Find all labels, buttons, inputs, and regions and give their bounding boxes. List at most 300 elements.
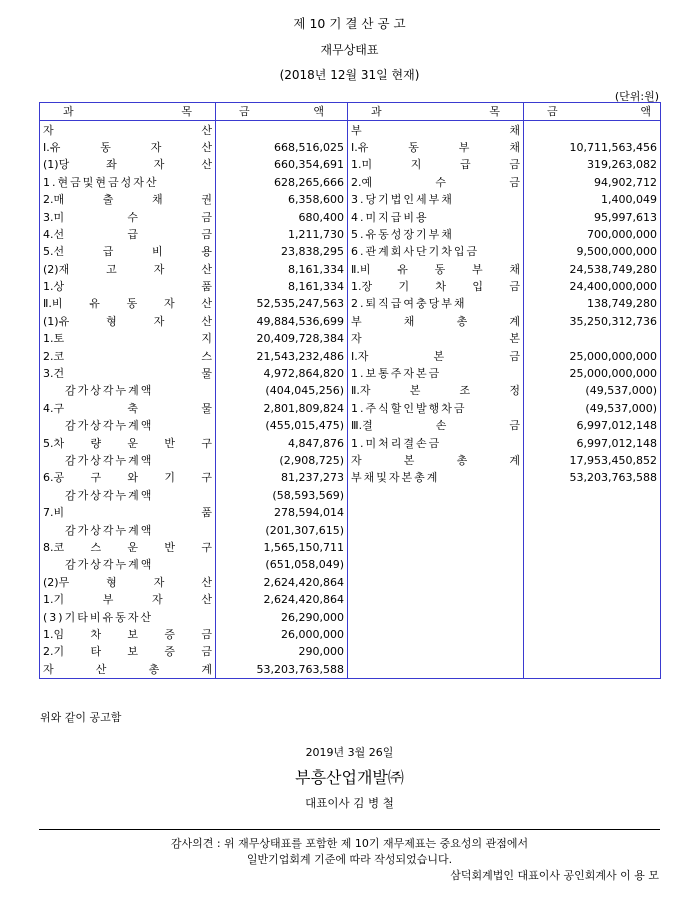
- account-label: 금: [201, 627, 212, 641]
- account-label: 본: [409, 384, 421, 398]
- account-label: 1.임: [43, 627, 65, 641]
- liability-amount-cell: [524, 643, 661, 660]
- account-label: (2)무: [43, 575, 70, 589]
- liability-account-cell: [348, 365, 524, 382]
- account-label: 비: [152, 245, 163, 259]
- liability-amount-cell: 24,538,749,280: [569, 262, 657, 276]
- table-row: [40, 539, 661, 556]
- account-label: 구: [201, 540, 212, 554]
- account-label: 스: [90, 540, 102, 554]
- asset-account-cell: [40, 608, 216, 625]
- asset-account-cell: [40, 243, 216, 260]
- table-row: [40, 208, 661, 225]
- account-label: 물: [201, 401, 212, 415]
- liability-account-cell: [348, 661, 524, 679]
- table-row: [40, 556, 661, 573]
- account-label: 산: [201, 140, 212, 154]
- account-label: 용: [201, 245, 212, 259]
- as-of-date: (2018년 12월 31일 현재): [279, 68, 420, 82]
- liability-account-cell: [348, 208, 524, 225]
- liability-account-cell: [348, 330, 524, 347]
- account-label: 산: [95, 662, 107, 676]
- account-label: Ⅱ.비: [43, 297, 63, 311]
- account-label: Ⅱ.자: [351, 384, 371, 398]
- asset-amount-cell: (2,908,725): [216, 452, 348, 469]
- account-label: 반: [164, 436, 176, 450]
- table-row: [40, 574, 661, 591]
- asset-account-cell: [40, 487, 216, 504]
- account-label: 계: [509, 314, 520, 328]
- table-row: [40, 626, 661, 643]
- table-row: [40, 434, 661, 451]
- asset-account-cell: [40, 556, 216, 573]
- account-label: 반: [164, 540, 176, 554]
- asset-account-cell: [40, 417, 216, 434]
- account-label: 축: [127, 401, 139, 415]
- header-account-left: 과 목: [40, 103, 216, 121]
- asset-account-cell: [40, 174, 216, 191]
- account-label: 물: [201, 367, 212, 381]
- account-label: 금: [509, 175, 520, 189]
- account-label: 채: [509, 123, 520, 137]
- asset-amount-cell: 290,000: [216, 643, 348, 660]
- asset-account-cell: [40, 591, 216, 608]
- account-label: 기: [398, 280, 410, 294]
- account-label: (3)기타비유동자산: [43, 610, 153, 624]
- table-row: [40, 174, 661, 191]
- account-label: 감가상각누계액: [65, 488, 154, 502]
- account-label: 자: [351, 454, 362, 467]
- liability-account-cell: [348, 382, 524, 399]
- asset-account-cell: [40, 382, 216, 399]
- account-label: 5.유동성장기부채: [351, 227, 454, 241]
- asset-amount-cell: 23,838,295: [216, 243, 348, 260]
- asset-account-cell: [40, 434, 216, 451]
- table-row: [40, 591, 661, 608]
- asset-account-cell: [40, 539, 216, 556]
- account-label: 스: [201, 349, 212, 363]
- liability-account-cell: [348, 539, 524, 556]
- liability-amount-cell: [524, 521, 661, 538]
- liability-amount-cell: 6,997,012,148: [576, 419, 657, 433]
- asset-amount-cell: 81,237,273: [216, 469, 348, 486]
- account-label: 금: [509, 158, 520, 172]
- account-label: 형: [106, 575, 117, 589]
- asset-amount-cell: 20,409,728,384: [216, 330, 348, 347]
- account-label: 부: [102, 593, 114, 607]
- account-label: 3.미: [43, 210, 65, 224]
- table-row: [40, 278, 661, 295]
- account-label: 산: [201, 314, 212, 328]
- asset-amount-cell: 21,543,232,486: [216, 347, 348, 364]
- account-label: 조: [459, 384, 471, 398]
- account-label: 증: [164, 645, 176, 659]
- account-label: 손: [435, 419, 447, 433]
- asset-account-cell: [40, 400, 216, 417]
- account-label: 지: [410, 158, 422, 172]
- liability-amount-cell: 9,500,000,000: [576, 245, 657, 259]
- asset-account-cell: [40, 121, 216, 139]
- asset-account-cell: [40, 139, 216, 156]
- account-label: 권: [201, 193, 212, 207]
- table-row: [40, 156, 661, 173]
- liability-account-cell: [348, 591, 524, 608]
- account-label: 1.토: [43, 332, 65, 346]
- liability-amount-cell: [524, 487, 661, 504]
- table-row: [40, 661, 661, 679]
- account-label: 자: [150, 140, 162, 154]
- account-label: 6.공: [43, 471, 65, 485]
- account-label: 자: [351, 332, 362, 346]
- liability-amount-cell: 25,000,000,000: [569, 367, 657, 381]
- liability-account-cell: [348, 156, 524, 173]
- account-label: 7.비: [43, 506, 65, 520]
- account-label: 품: [201, 506, 212, 520]
- liability-amount-cell: 25,000,000,000: [569, 349, 657, 363]
- header-account-right: 과 목: [348, 103, 524, 121]
- liability-account-cell: [348, 174, 524, 191]
- account-label: 동: [434, 262, 446, 276]
- account-label: 본: [433, 349, 445, 363]
- asset-amount-cell: (455,015,475): [216, 417, 348, 434]
- account-label: 감가상각누계액: [65, 558, 154, 572]
- table-body: [40, 121, 661, 679]
- account-label: 1.미처리결손금: [351, 436, 442, 450]
- table-row: [40, 417, 661, 434]
- table-row: [40, 382, 661, 399]
- liability-account-cell: [348, 313, 524, 330]
- liability-amount-cell: 1,400,049: [601, 193, 657, 207]
- liability-amount-cell: [524, 121, 661, 139]
- table-row: [40, 121, 661, 139]
- account-label: Ⅰ.유: [351, 140, 369, 154]
- account-label: 자: [43, 123, 54, 137]
- account-label: Ⅰ.자: [351, 349, 369, 363]
- liability-amount-cell: [524, 626, 661, 643]
- account-label: (1)당: [43, 158, 70, 172]
- liability-amount-cell: [524, 661, 661, 679]
- table-row: [40, 365, 661, 382]
- account-label: 산: [201, 262, 212, 276]
- table-row: [40, 330, 661, 347]
- liability-amount-cell: [524, 591, 661, 608]
- asset-amount-cell: 26,000,000: [216, 626, 348, 643]
- liability-amount-cell: 24,400,000,000: [569, 280, 657, 294]
- table-header-row: [40, 103, 661, 121]
- liability-amount-cell: [524, 574, 661, 591]
- account-label: 3.건: [43, 367, 65, 381]
- asset-amount-cell: 8,161,334: [216, 278, 348, 295]
- account-label: 부: [351, 314, 362, 328]
- notice-statement: 위와 같이 공고함: [40, 711, 122, 724]
- liability-account-cell: [348, 574, 524, 591]
- asset-account-cell: [40, 226, 216, 243]
- asset-account-cell: [40, 208, 216, 225]
- account-label: 운: [127, 436, 139, 450]
- account-label: 2.기: [43, 645, 65, 659]
- liability-account-cell: [348, 400, 524, 417]
- liability-account-cell: [348, 469, 524, 486]
- liability-account-cell: [348, 626, 524, 643]
- account-label: (1)유: [43, 314, 70, 328]
- account-label: 금: [201, 645, 212, 659]
- account-label: 동: [408, 140, 419, 154]
- asset-account-cell: [40, 156, 216, 173]
- table-row: [40, 243, 661, 260]
- liability-amount-cell: [524, 608, 661, 625]
- audit-opinion-line-1: 감사의견 : 위 재무상태표를 포함한 제 10기 재무제표는 중요성의 관점에서: [170, 837, 529, 850]
- table-row: [40, 313, 661, 330]
- asset-amount-cell: 2,624,420,864: [216, 574, 348, 591]
- account-label: 타: [90, 645, 102, 659]
- account-label: 감가상각누계액: [65, 384, 154, 398]
- table-row: [40, 226, 661, 243]
- account-label: 량: [90, 436, 102, 450]
- account-label: 자: [153, 314, 165, 328]
- account-label: 본: [403, 454, 415, 467]
- account-label: 급: [127, 227, 139, 241]
- liability-amount-cell: (49,537,000): [585, 384, 657, 398]
- account-label: 구: [201, 436, 212, 450]
- account-label: 수: [127, 210, 139, 224]
- account-label: 자: [153, 262, 165, 276]
- liability-account-cell: [348, 191, 524, 208]
- asset-amount-cell: [216, 121, 348, 139]
- asset-amount-cell: 660,354,691: [216, 156, 348, 173]
- table-row: [40, 469, 661, 486]
- account-label: 총: [456, 314, 468, 328]
- account-label: 부: [458, 140, 470, 154]
- liability-account-cell: [348, 556, 524, 573]
- account-label: 5.차: [43, 436, 65, 450]
- asset-account-cell: [40, 661, 216, 679]
- account-label: 부: [471, 262, 483, 276]
- account-label: 출: [102, 193, 114, 207]
- account-label: 운: [127, 540, 139, 554]
- liability-account-cell: [348, 643, 524, 660]
- account-label: 산: [201, 575, 212, 589]
- asset-amount-cell: 4,847,876: [216, 434, 348, 451]
- liability-amount-cell: 700,000,000: [587, 227, 657, 241]
- asset-amount-cell: 6,358,600: [216, 191, 348, 208]
- liability-amount-cell: 17,953,450,852: [569, 454, 657, 467]
- account-label: 보: [127, 627, 139, 641]
- account-label: (2)재: [43, 262, 70, 276]
- liability-account-cell: [348, 261, 524, 278]
- account-label: 산: [201, 123, 212, 137]
- account-label: 4.선: [43, 227, 65, 241]
- account-label: 정: [509, 384, 520, 398]
- account-label: 형: [106, 314, 117, 328]
- liability-amount-cell: 94,902,712: [594, 175, 657, 189]
- liability-amount-cell: [524, 539, 661, 556]
- table-row: [40, 347, 661, 364]
- asset-amount-cell: (404,045,256): [216, 382, 348, 399]
- account-label: 1.보통주자본금: [351, 367, 442, 381]
- account-label: 좌: [106, 158, 117, 172]
- liability-account-cell: [348, 347, 524, 364]
- notice-title: 제 10 기 결 산 공 고: [293, 16, 406, 31]
- liability-account-cell: [348, 226, 524, 243]
- account-label: 계: [201, 662, 212, 676]
- asset-amount-cell: 680,400: [216, 208, 348, 225]
- account-label: 2.퇴직급여충당부채: [351, 297, 467, 311]
- account-label: Ⅲ.결: [351, 419, 373, 433]
- account-label: 입: [472, 280, 484, 294]
- account-label: 1.미: [351, 158, 373, 172]
- asset-amount-cell: 52,535,247,563: [216, 295, 348, 312]
- liability-amount-cell: 53,203,763,588: [569, 471, 657, 485]
- account-label: 계: [509, 454, 520, 467]
- asset-account-cell: [40, 330, 216, 347]
- asset-account-cell: [40, 626, 216, 643]
- liability-account-cell: [348, 417, 524, 434]
- statement-title: 재무상태표: [320, 43, 379, 57]
- account-label: 자: [163, 297, 175, 311]
- asset-account-cell: [40, 295, 216, 312]
- account-label: 자: [152, 593, 163, 607]
- table-row: [40, 261, 661, 278]
- account-label: 총: [456, 454, 468, 467]
- account-label: Ⅱ.비: [351, 262, 371, 276]
- table-row: [40, 487, 661, 504]
- liability-amount-cell: [524, 330, 661, 347]
- liability-account-cell: [348, 487, 524, 504]
- liability-account-cell: [348, 295, 524, 312]
- account-label: 1.장: [351, 280, 373, 294]
- asset-account-cell: [40, 191, 216, 208]
- account-label: 자: [153, 575, 165, 589]
- account-label: 산: [201, 593, 212, 607]
- asset-amount-cell: (58,593,569): [216, 487, 348, 504]
- asset-amount-cell: 1,211,730: [216, 226, 348, 243]
- table-row: [40, 295, 661, 312]
- liability-account-cell: [348, 608, 524, 625]
- asset-account-cell: [40, 278, 216, 295]
- account-label: 1.상: [43, 280, 65, 294]
- account-label: 채: [509, 262, 520, 276]
- account-label: 2.코: [43, 349, 65, 363]
- account-label: 증: [164, 627, 176, 641]
- account-label: 기: [164, 471, 176, 485]
- asset-account-cell: [40, 365, 216, 382]
- asset-amount-cell: 49,884,536,699: [216, 313, 348, 330]
- account-label: 부: [351, 123, 362, 137]
- account-label: 금: [201, 227, 212, 241]
- account-label: 2.매: [43, 193, 65, 207]
- account-label: 감가상각누계액: [65, 454, 154, 467]
- asset-amount-cell: 2,801,809,824: [216, 400, 348, 417]
- account-label: 구: [201, 471, 212, 485]
- liability-account-cell: [348, 243, 524, 260]
- liability-amount-cell: 95,997,613: [594, 210, 657, 224]
- account-label: 5.선: [43, 245, 65, 259]
- account-label: 채: [509, 140, 520, 154]
- liability-amount-cell: [524, 556, 661, 573]
- liability-account-cell: [348, 139, 524, 156]
- account-label: 부채및자본총계: [351, 471, 440, 485]
- liability-amount-cell: 35,250,312,736: [569, 314, 657, 328]
- asset-account-cell: [40, 452, 216, 469]
- ceo-name: 대표이사 김 병 철: [305, 796, 394, 810]
- account-label: 3.당기법인세부채: [351, 193, 454, 207]
- balance-sheet-table: [39, 102, 661, 679]
- asset-account-cell: [40, 347, 216, 364]
- liability-amount-cell: [524, 504, 661, 521]
- asset-account-cell: [40, 643, 216, 660]
- asset-amount-cell: 1,565,150,711: [216, 539, 348, 556]
- account-label: 급: [460, 158, 471, 172]
- account-label: 2.예: [351, 175, 373, 189]
- account-label: 1.기: [43, 593, 65, 607]
- asset-amount-cell: 278,594,014: [216, 504, 348, 521]
- notice-date: 2019년 3월 26일: [305, 746, 394, 759]
- auditor-signature: 삼덕회계법인 대표이사 공인회계사 이 용 모: [450, 869, 659, 882]
- liability-amount-cell: 319,263,082: [587, 158, 657, 172]
- header-amount-left: 금 액: [216, 103, 348, 121]
- account-label: 금: [509, 349, 520, 363]
- unit-label: (단위:원): [614, 90, 659, 103]
- liability-amount-cell: 10,711,563,456: [569, 140, 657, 154]
- asset-amount-cell: 8,161,334: [216, 261, 348, 278]
- account-label: 채: [152, 193, 163, 207]
- account-label: 차: [435, 280, 447, 294]
- table-row: [40, 139, 661, 156]
- account-label: 금: [201, 210, 212, 224]
- liability-account-cell: [348, 504, 524, 521]
- account-label: 유: [397, 262, 408, 276]
- account-label: 감가상각누계액: [65, 523, 154, 537]
- asset-account-cell: [40, 504, 216, 521]
- audit-opinion-line-2: 일반기업회계 기준에 따라 작성되었습니다.: [246, 853, 453, 866]
- table-row: [40, 643, 661, 660]
- asset-amount-cell: (651,058,049): [216, 556, 348, 573]
- account-label: 1.주식할인발행차금: [351, 401, 467, 415]
- table-row: [40, 191, 661, 208]
- liability-amount-cell: (49,537,000): [585, 401, 657, 415]
- table-row: [40, 400, 661, 417]
- account-label: 채: [403, 314, 415, 328]
- asset-amount-cell: 2,624,420,864: [216, 591, 348, 608]
- account-label: 와: [127, 471, 139, 485]
- account-label: 수: [435, 175, 447, 189]
- header-amount-right: 금 액: [524, 103, 661, 121]
- account-label: 자: [43, 662, 54, 676]
- account-label: 8.코: [43, 540, 65, 554]
- liability-account-cell: [348, 521, 524, 538]
- asset-amount-cell: (201,307,615): [216, 521, 348, 538]
- account-label: 총: [148, 662, 160, 676]
- account-label: Ⅰ.유: [43, 140, 61, 154]
- table-row: [40, 504, 661, 521]
- table-row: [40, 452, 661, 469]
- account-label: 품: [201, 280, 212, 294]
- account-label: 금: [509, 280, 520, 294]
- account-label: 6.관계회사단기차입금: [351, 245, 480, 259]
- asset-amount-cell: 53,203,763,588: [216, 661, 348, 679]
- liability-account-cell: [348, 121, 524, 139]
- asset-amount-cell: 668,516,025: [216, 139, 348, 156]
- asset-amount-cell: 26,290,000: [216, 608, 348, 625]
- asset-account-cell: [40, 261, 216, 278]
- account-label: 차: [90, 627, 102, 641]
- asset-amount-cell: 4,972,864,820: [216, 365, 348, 382]
- divider: [39, 829, 660, 830]
- account-label: 동: [100, 140, 111, 154]
- liability-amount-cell: 6,997,012,148: [576, 436, 657, 450]
- liability-account-cell: [348, 434, 524, 451]
- asset-account-cell: [40, 313, 216, 330]
